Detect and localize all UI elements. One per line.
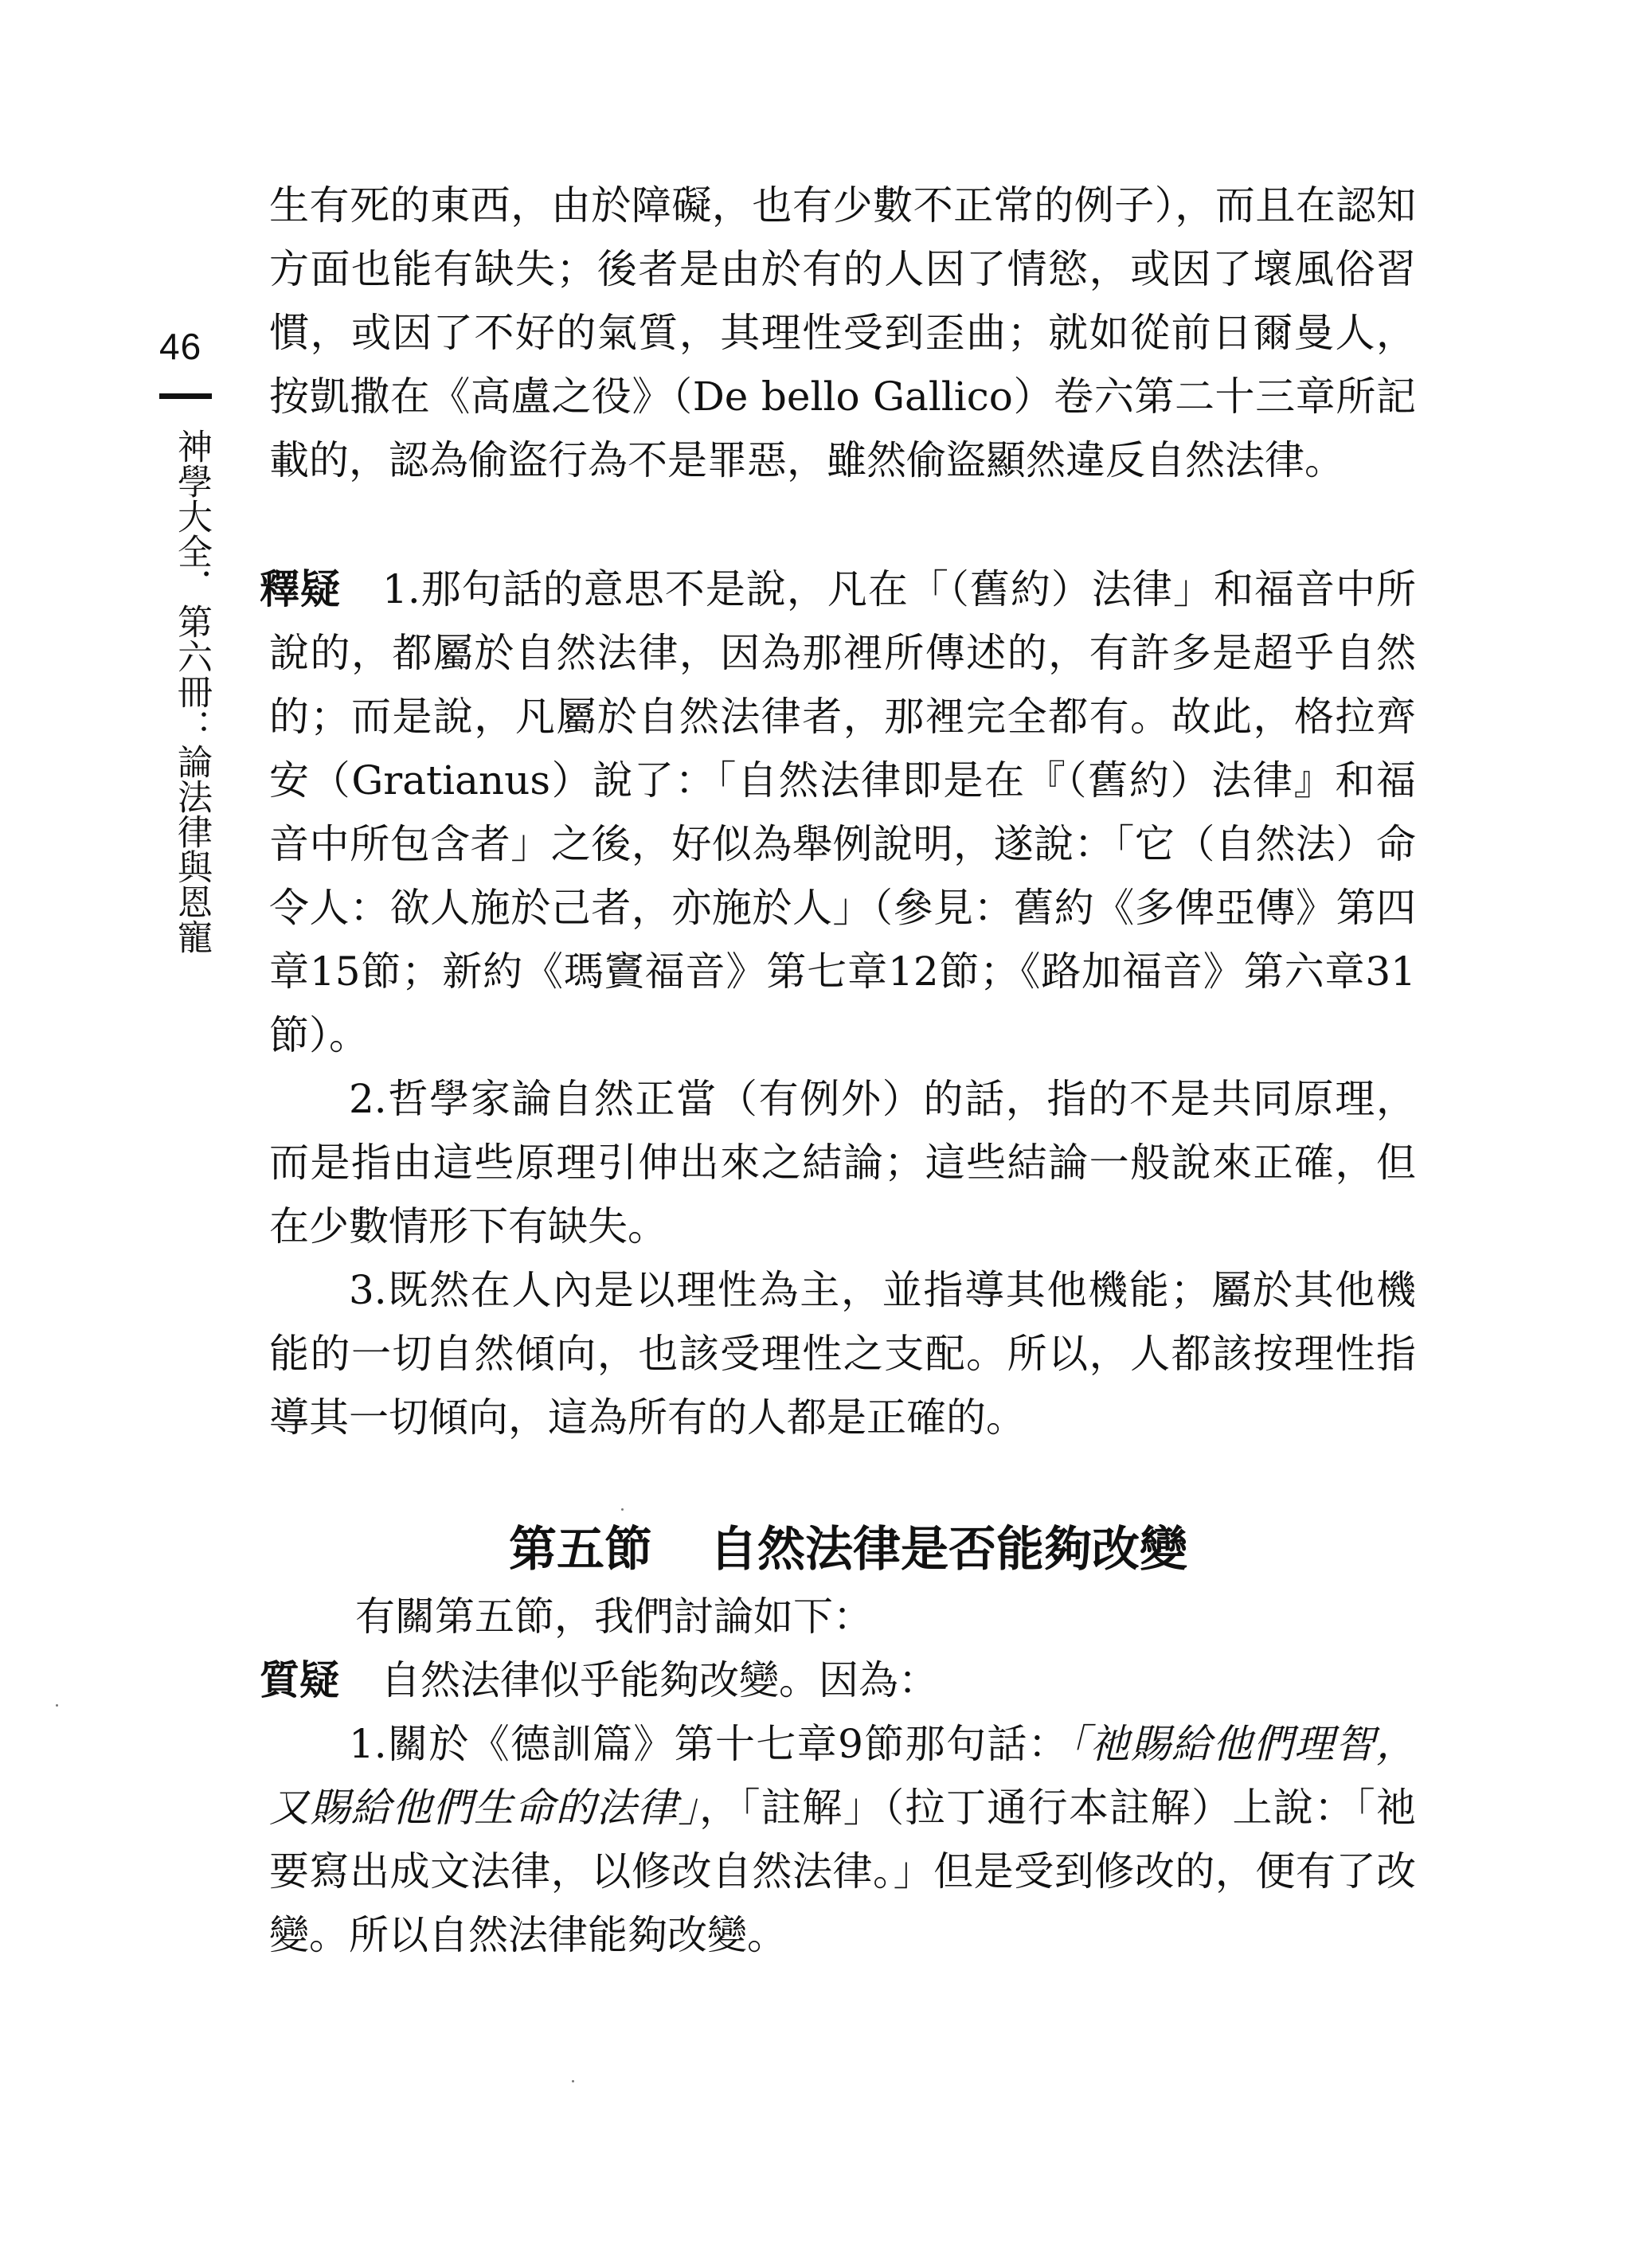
objection-1-rest: ，「註解」（拉丁通行本註解）上說：「祂要寫出成文法律，以修改自然法律。」但是受到修改的，便有了改變。所以自然法律能夠改變。 [269,1785,1416,1958]
section-gap [269,1449,1416,1515]
objection-point-1 [269,1712,1416,1967]
scan-speck [56,1704,58,1707]
page-body [260,174,1416,1967]
objection-paragraph [260,1648,1416,1712]
reply-paragraph-2: 2.哲學家論自然正當（有例外）的話，指的不是共同原理，而是指由這些原理引伸出來之結論；這些結論一般說來正確，但在少數情形下有缺失。 [269,1076,1416,1249]
margin-rule [159,393,212,399]
reply-paragraph-1 [260,557,1416,1067]
objection-label: 質疑 [260,1657,339,1703]
paragraph-continuation: 生有死的東西，由於障礙，也有少數不正常的例子），而且在認知方面也能有缺失；後者是由於有的人因了情慾，或因了壞風俗習慣，或因了不好的氣質，其理性受到歪曲；就如從前日爾曼人，按凱撒在《高盧之役》（De bello Gallico）卷六第二十三章所記載的，認為偷盜行為不是罪惡，雖然偷盜顯然違反自然法律。 [269,182,1416,483]
scan-speck [621,1508,624,1511]
section-number: 第五節 [509,1522,652,1578]
section-heading [269,1515,1416,1585]
scan-speck [572,2080,574,2082]
objection-text: 自然法律似乎能夠改變。因為： [381,1657,938,1703]
page-number: 46 [159,326,202,367]
objection-1-start: 1.關於《德訓篇》第十七章9節那句話： [349,1721,1070,1767]
paragraph-gap [269,492,1416,557]
section-intro: 有關第五節，我們討論如下： [355,1593,873,1640]
reply-1-text: 1.那句話的意思不是說，凡在「（舊約）法律」和福音中所說的，都屬於自然法律，因為那裡所傳述的，有許多是超乎自然的；而是說，凡屬於自然法律者，那裡完全都有。故此，格拉齊安（Gratianus）說了：「自然法律即是在『（舊約）法律』和福音中所包含者」之後，好似為舉例說明，遂說：「它（自然法）命令人：欲人施於己者，亦施於人」（參見：舊約《多俾亞傳》第四章15節；新約《瑪竇福音》第七章12節；《路加福音》第六章31節）。 [269,566,1416,1058]
reply-paragraph-3: 3.既然在人內是以理性為主，並指導其他機能；屬於其他機能的一切自然傾向，也該受理性之支配。所以，人都該按理性指導其一切傾向，這為所有的人都是正確的。 [269,1267,1416,1441]
section-title: 自然法律是否能夠改變 [710,1522,1187,1578]
scripture-quote: 「祂賜給他們理智，又賜給他們生命的法律」 [269,1721,1416,1831]
reply-label: 釋疑 [260,566,342,612]
running-head: 神學大全．第六冊：論法律與恩寵 [171,428,212,954]
